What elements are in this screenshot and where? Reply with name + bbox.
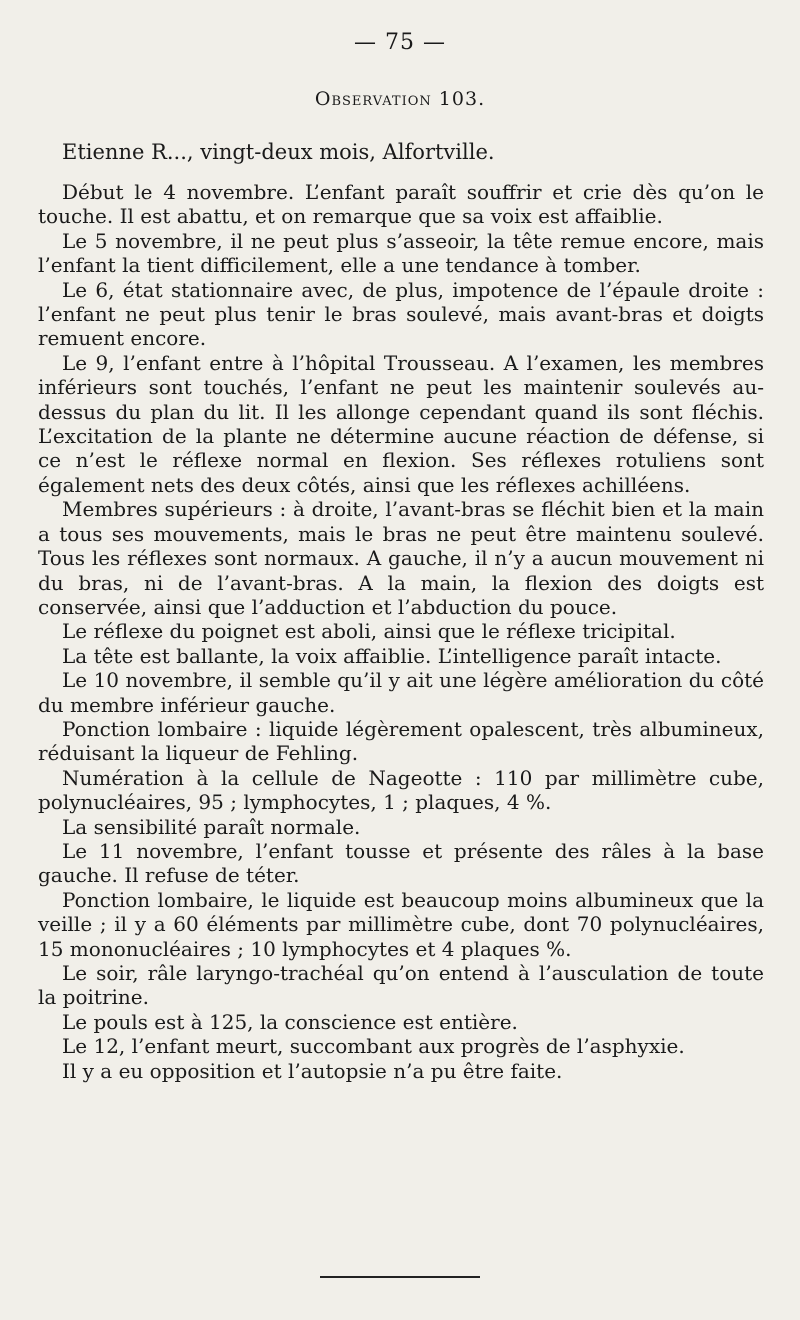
paragraph: Le réflexe du poignet est aboli, ainsi que le réflexe tricipital. <box>62 619 676 644</box>
section-divider <box>320 1276 480 1278</box>
paragraph: Le pouls est à 125, la conscience est entière. <box>62 1009 518 1034</box>
paragraph: Le 5 novembre, il ne peut plus s’asseoir, la tête remue encore, mais l’enfant la tient difficilement, elle a une tendance à tomber. <box>38 228 764 278</box>
paragraph: Le 10 novembre, il semble qu’il y ait une légère amélioration du côté du membre inférieur gauche. <box>38 668 764 717</box>
paragraph: Début le 4 novembre. L’enfant paraît souffrir et crie dès qu’on le touche. Il est abattu, et on remarque que sa voix est affaiblie. <box>38 180 764 229</box>
paragraph: Il y a eu opposition et l’autopsie n’a pu être faite. <box>62 1058 563 1083</box>
page-number: — 75 — <box>354 30 446 55</box>
paragraph: Le 9, l’enfant entre à l’hôpital Trousseau. A l’examen, les membres inférieurs sont touchés, l’enfant ne peut les maintenir soulevés au-dessus du plan du lit. Il les allonge cependant quand ils sont fléchis. L’excitation de la plante ne détermine aucune réaction de défense, si ce n’est le réflexe normal en flexion. Ses réflexes rotuliens sont également nets des deux côtés, ainsi que les réflexes achilléens. <box>38 350 764 497</box>
paragraph: Ponction lombaire : liquide légèrement opalescent, très albumineux, réduisant la liqueur de Fehling. <box>38 716 764 766</box>
observation-title: Observation 103. <box>314 88 486 110</box>
observation-body <box>38 180 764 1083</box>
patient-line: Etienne R..., vingt-deux mois, Alfortville. <box>62 140 495 164</box>
paragraph: Ponction lombaire, le liquide est beaucoup moins albumineux que la veille ; il y a 60 éléments par millimètre cube, dont 70 polynucléaires, 15 mononucléaires ; 10 lymphocytes et 4 plaques %. <box>38 887 764 961</box>
paragraph: Le 6, état stationnaire avec, de plus, impotence de l’épaule droite : l’enfant ne peut plus tenir le bras soulevé, mais avant-bras et doigts remuent encore. <box>38 277 764 351</box>
paragraph: La tête est ballante, la voix affaiblie. L’intelligence paraît intacte. <box>62 643 722 668</box>
paragraph: Membres supérieurs : à droite, l’avant-bras se fléchit bien et la main a tous ses mouvements, mais le bras ne peut être maintenu soulevé. Tous les réflexes sont normaux. A gauche, il n’y a aucun mouvement ni du bras, ni de l’avant-bras. A la main, la flexion des doigts est conservée, ainsi que l’adduction et l’abduction du pouce. <box>38 497 764 619</box>
paragraph: La sensibilité paraît normale. <box>62 814 361 839</box>
paragraph: Le 12, l’enfant meurt, succombant aux progrès de l’asphyxie. <box>62 1034 685 1059</box>
paragraph: Le 11 novembre, l’enfant tousse et présente des râles à la base gauche. Il refuse de téter. <box>38 838 764 888</box>
paragraph: Le soir, râle laryngo-trachéal qu’on entend à l’ausculation de toute la poitrine. <box>38 961 764 1010</box>
paragraph: Numération à la cellule de Nageotte : 110 par millimètre cube, polynucléaires, 95 ; lymphocytes, 1 ; plaques, 4 %. <box>38 765 764 815</box>
